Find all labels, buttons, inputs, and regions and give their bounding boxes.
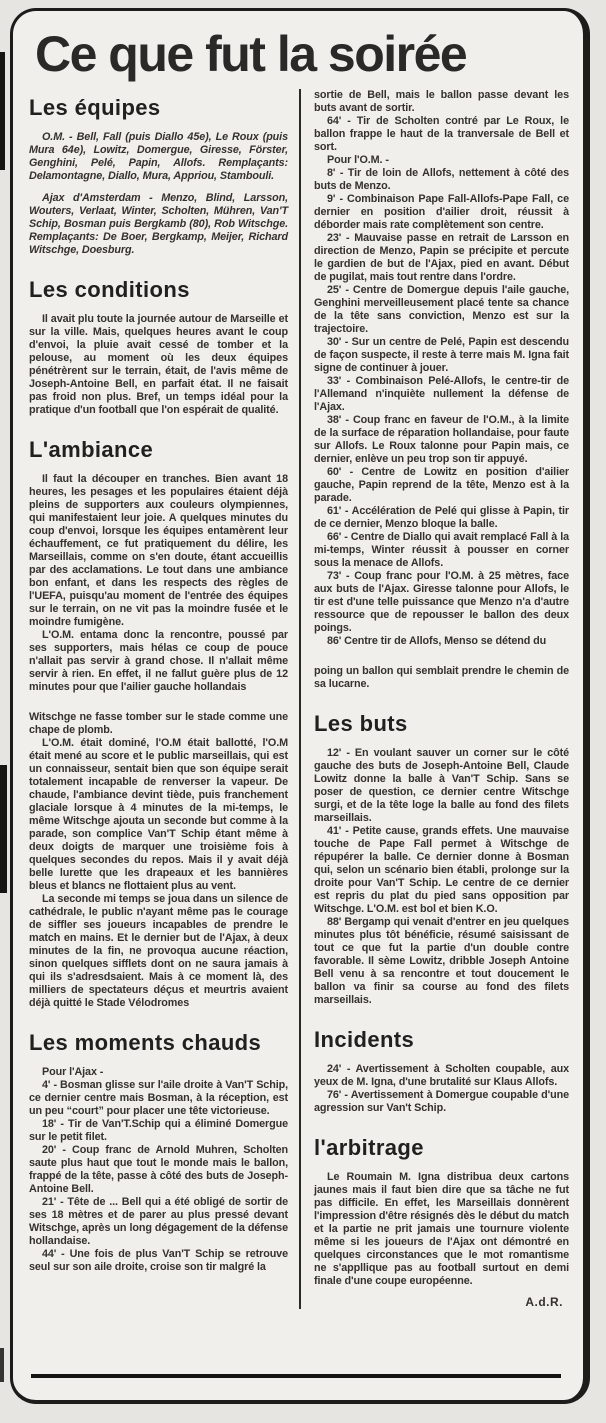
paragraph-ambiance-1: Il faut la découper en tranches. Bien avant 18 heures, les pesages et les populaires étaient déjà pleins de supporters aux couleurs olympiennes, qui manifestaient leur joie. A quelques minutes du coup d'envoi, lorsque les équipes entamèrent leur échauffement, ce fut pratiquement du délire, les Marseillais, comme on s'en doute, étant accueillis par des acclamations. Le tout dans une ambiance bon enfant, et dans les respects des règles de l'UEFA, puisqu'au moment de l'entrée des équipes sur le terrain, on ne vit pas la moindre fusée et le moindre fumigène. — [29, 473, 288, 628]
scan-artifact — [0, 765, 7, 893]
moment-item-44: 44' - Une fois de plus Van'T Schip se retrouve seul sur son aile droite, croise son tir malgré la — [29, 1248, 288, 1273]
moment-item-64: 64' - Tir de Scholten contré par Le Roux, le ballon frappe le haut de la tranversale de Bell et sort. — [314, 115, 569, 153]
incident-item-76: 76' - Avertissement à Domergue coupable d'une agression sur Van't Schip. — [314, 1089, 569, 1114]
paragraph-ajax-lineup: Ajax d'Amsterdam - Menzo, Blind, Larsson, Wouters, Verlaat, Winter, Scholten, Mühren, Van'T Schip, Bosman puis Bergkamb (80), Rob Witschge. Remplaçants: De Boer, Bergkamp, Meijer, Richard Witschge, Doesburg. — [29, 192, 288, 256]
paragraph-ambiance-5: La seconde mi temps se joua dans un silence de cathédrale, le public n'ayant même pas le courage de siffler ses joueurs incapables de prendre le match en mains. Et le dernier but de l'Ajax, à deux minutes de la fin, ne provoqua aucune réaction, sinon quelques sifflets dont on ne saura jamais à qui ils s'adresdsaient. Mais à ce moment là, des milliers de spectateurs déçus et meurtris avaient déjà quitté le Stade Vélodromes — [29, 893, 288, 1009]
paragraph-ambiance-4: L'O.M. était dominé, l'O.M était ballotté, l'O.M était mené au score et le public marseillais, qui est un connaisseur, sentait bien que son équipe serait totalement incapable de renverser la vapeur. De chaude, l'ambiance devint tiède, puis franchement glaciale lorsque à 4 minutes de la mi-temps, le même Witschge ajouta un seconde but comme à la parade, son complice Van'T Schip étant même à deux doigts de marquer une troisième fois à quelques secondes du repos. Mais il y avait déjà belle lurette que les drapeaux et les bannières bleus et blancs ne flottaient plus au vent. — [29, 737, 288, 892]
but-item-12: 12' - En voulant sauver un corner sur le côté gauche des buts de Joseph-Antoine Bell, Claude Lowitz donne la balle à Van'T Schip. Sans se poser de question, ce dernier centre Witschge surgi, et de la tête loge la balle au fond des filets marseillais. — [314, 747, 569, 824]
left-column — [29, 89, 299, 1309]
moment-item-20: 20' - Coup franc de Arnold Muhren, Scholten saute plus haut que tout le monde mais le ballon, frappé de la tête, passe à côté des buts de Joseph-Antoine Bell. — [29, 1144, 288, 1195]
article-frame — [10, 8, 590, 1404]
incident-item-24: 24' - Avertissement à Scholten coupable, aux yeux de M. Igna, d'une brutalité sur Klaus Allofs. — [314, 1063, 569, 1088]
paragraph-ambiance-2: L'O.M. entama donc la rencontre, poussé par ses supporters, mais hélas ce coup de pouce n'allait pas servir à grand chose. Il n'allait même servir à rien. En effet, il ne fallut guère plus de 12 minutes pour que l'ailier gauche hollandais — [29, 629, 288, 693]
section-heading-conditions: Les conditions — [29, 277, 190, 302]
moment-item-86: 86' Centre tir de Allofs, Menso se détend du — [327, 635, 547, 647]
author-byline: A.d.R. — [525, 1295, 563, 1309]
moment-item-66: 66' - Centre de Diallo qui avait remplacé Fall à la mi-temps, Winter réussit à pousser en corner sous la menace de Allofs. — [314, 531, 569, 569]
moment-item-8: 8' - Tir de loin de Allofs, nettement à côté des buts de Menzo. — [314, 167, 569, 192]
paragraph-arbitrage: Le Roumain M. Igna distribua deux cartons jaunes mais il faut bien dire que sa tâche ne fut pas difficile. En effet, les Marseillais donnèrent l'impression d'être résignés dès le début du match et la partie ne prit jamais une tournure violente même si les joueurs de l'Ajax ont démontré en quelques circonstances que le mot romantisme ne s'appllique pas au football surtout en demi finale d'une coupe européenne. — [314, 1171, 569, 1287]
paragraph-om-continuation: poing un ballon qui semblait prendre le chemin de sa lucarne. — [314, 665, 569, 690]
paragraph-om-lineup: O.M. - Bell, Fall (puis Diallo 45e), Le Roux (puis Mura 64e), Lowitz, Domergue, Giresse, Förster, Genghini, Pelé, Papin, Allofs. Remplaçants: Delamontagne, Diallo, Mura, Appriou, Stambouli. — [29, 131, 288, 182]
moment-item-9: 9' - Combinaison Pape Fall-Allofs-Pape Fall, ce dernier en position d'ailier droit, réussit à déborder mais rate complètement son centre. — [314, 193, 569, 231]
section-heading-moments-chauds: Les moments chauds — [29, 1030, 262, 1055]
moment-item-38: 38' - Coup franc en faveur de l'O.M., à la limite de la surface de réparation hollandaise, pour faute sur Allofs. Le Roux talonne pour Papin mais, ce dernier, enlève un peu trop son tir appuyé. — [314, 414, 569, 465]
moment-item-25: 25' - Centre de Domergue depuis l'aile gauche, Genghini merveilleusement placé tente sa chance de la tête sans conviction, Menzo est sur la trajectoire. — [314, 284, 569, 335]
moment-item-61: 61' - Accélération de Pelé qui glisse à Papin, tir de ce dernier, Menzo bloque la balle. — [314, 505, 569, 530]
bottom-rule — [31, 1374, 561, 1378]
moment-item-73: 73' - Coup franc pour l'O.M. à 25 mètres, face aux buts de l'Ajax. Giresse talonne pour Allofs, le tir est d'une telle puissance que Menzo n'a d'autre ressource que de repousser le ballon des deux poings. — [314, 570, 569, 634]
right-column — [299, 89, 569, 1309]
scan-artifact — [0, 1348, 4, 1382]
section-heading-arbitrage: l'arbitrage — [314, 1135, 424, 1160]
section-heading-incidents: Incidents — [314, 1027, 415, 1052]
moment-item-18: 18' - Tir de Van'T.Schip qui a éliminé Domergue sur le petit filet. — [29, 1118, 288, 1143]
moment-item-33: 33' - Combinaison Pelé-Allofs, le centre-tir de l'Allemand n'inquiète nullement la défense de l'Ajax. — [314, 375, 569, 413]
section-heading-equipes: Les équipes — [29, 95, 161, 120]
scan-artifact — [0, 52, 5, 170]
section-heading-ambiance: L'ambiance — [29, 437, 154, 462]
moment-item-60: 60' - Centre de Lowitz en position d'ailier gauche, Papin reprend de la tête, Menzo est à la parade. — [314, 466, 569, 504]
moment-item-21: 21' - Tête de ... Bell qui a été obligé de sortir de ses 18 mètres et de parer au plus pressé devant Witschge, après un long dégagement de la défense hollandaise. — [29, 1196, 288, 1247]
moment-item-30: 30' - Sur un centre de Pelé, Papin est descendu de façon suspecte, il reste à terre mais M. Igna fait signe de continuer à jouer. — [314, 336, 569, 374]
but-item-88: 88' Bergamp qui venait d'entrer en jeu quelques minutes plus tôt bénéficie, résumé saisissant de tout ce que fut la partie d'un double contre favorable. Il sème Lowitz, dribble Joseph Antoine Bell venu à sa rencontre et tout doucement le ballon va finir sa course au fond des filets marseillais. — [314, 916, 569, 1006]
paragraph-ajax-intro: Pour l'Ajax - — [42, 1066, 104, 1078]
section-heading-buts: Les buts — [314, 711, 408, 736]
article-columns — [13, 87, 583, 1309]
article-headline: Ce que fut la soirée — [35, 26, 467, 82]
moment-item-23: 23' - Mauvaise passe en retrait de Larsson en direction de Menzo, Papin se précipite et percute le gardien de but de l'Ajax, pied en avant. Début de pugilat, mais tout rentre dans l'ordre. — [314, 232, 569, 283]
paragraph-ambiance-3: Witschge ne fasse tomber sur le stade comme une chape de plomb. — [29, 711, 288, 736]
but-item-41: 41' - Petite cause, grands effets. Une mauvaise touche de Pape Fall permet à Witschge de répupérer la balle. Ce dernier donne à Bosman qui, selon un scénario bien établi, prolonge sur la droite pour Van'T Schip. Le centre de ce dernier est repris du plat du pied sans opposition par Witschge. L'O.M. est bol et bien K.O. — [314, 825, 569, 915]
paragraph-conditions: Il avait plu toute la journée autour de Marseille et sur la ville. Mais, quelques heures avant le coup d'envoi, la pluie avait cessé de tomber et la pelouse, au moment où les deux équipes pénétrèrent sur le terrain, était, de l'avis même de Joseph-Antoine Bell, en parfait état. Il ne faisait pas froid non plus. Bref, un temps idéal pour la pratique d'un football que l'on espérait de qualité. — [29, 313, 288, 416]
moment-item-4: 4' - Bosman glisse sur l'aile droite à Van'T Schip, ce dernier centre mais Bosman, à la réception, est un peu “court” pour placer une tête victorieuse. — [29, 1079, 288, 1117]
paragraph-om-intro: Pour l'O.M. - — [327, 154, 389, 166]
paragraph-ajax-continuation: sortie de Bell, mais le ballon passe devant les buts avant de sortir. — [314, 89, 569, 114]
